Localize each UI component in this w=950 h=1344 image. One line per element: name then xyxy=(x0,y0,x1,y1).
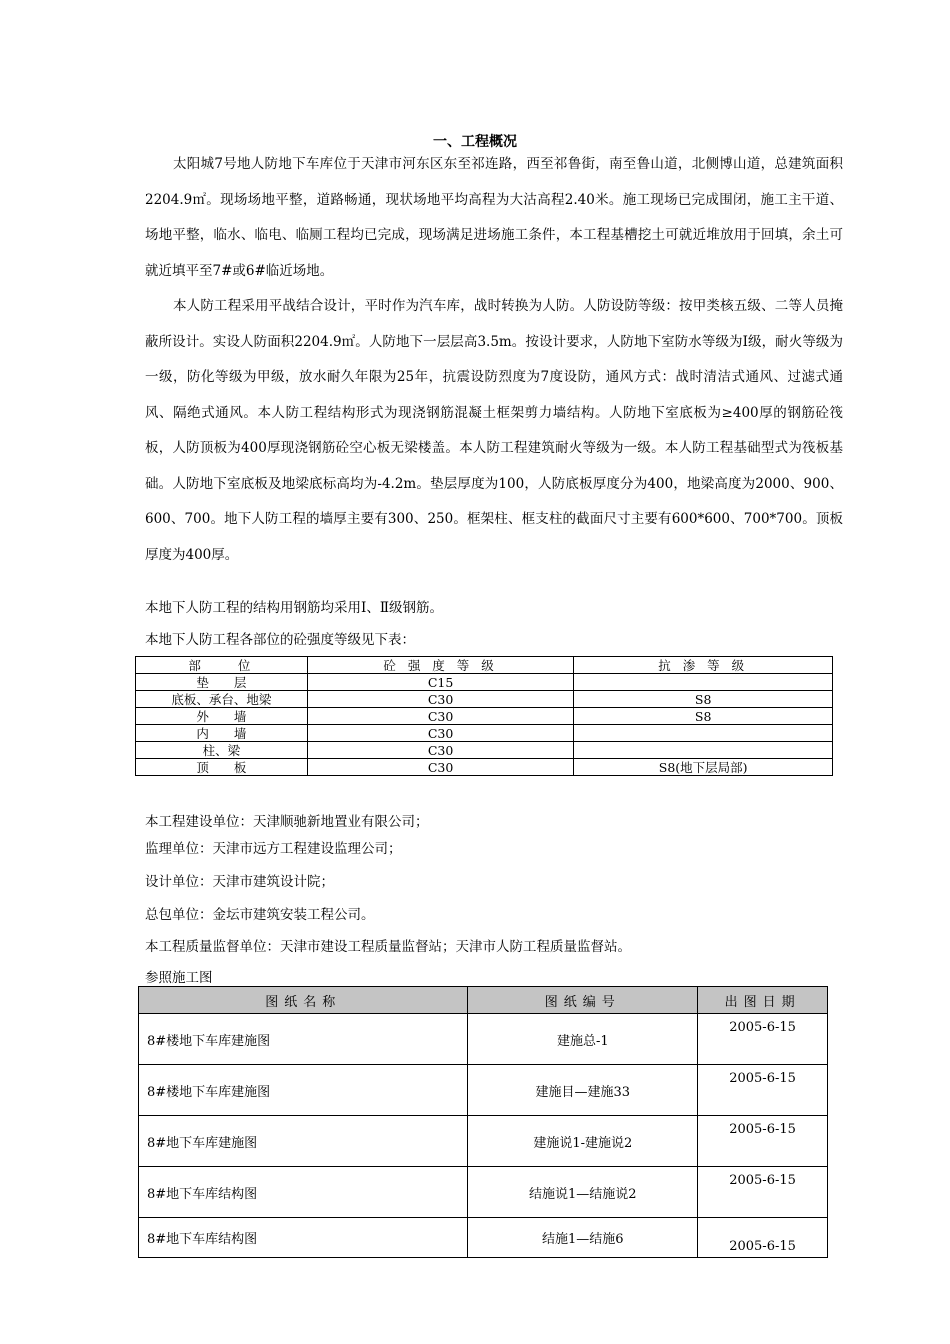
table-cell: 垫 层 xyxy=(136,674,308,691)
drawing-date: 2005-6-15 xyxy=(698,1218,828,1258)
table-cell xyxy=(574,674,833,691)
table-cell: S8 xyxy=(574,708,833,725)
drawing-number: 建施总-1 xyxy=(468,1014,698,1065)
supervisor-unit: 监理单位：天津市远方工程建设监理公司； xyxy=(145,841,402,857)
concrete-table-intro: 本地下人防工程各部位的砼强度等级见下表： xyxy=(145,632,415,648)
column-header: 部 位 xyxy=(136,657,308,674)
table-cell: 底板、承台、地梁 xyxy=(136,691,308,708)
section-title: 一、工程概况 xyxy=(433,134,517,150)
table-row xyxy=(139,1218,828,1258)
column-header: 抗 渗 等 级 xyxy=(574,657,833,674)
table-cell: C30 xyxy=(307,708,574,725)
drawing-number: 结施说1—结施说2 xyxy=(468,1167,698,1218)
table-header-row xyxy=(139,987,828,1014)
table-cell: S8 xyxy=(574,691,833,708)
table-cell: 柱、梁 xyxy=(136,742,308,759)
table-cell: C30 xyxy=(307,742,574,759)
drawing-name: 8#楼地下车库建施图 xyxy=(139,1065,468,1116)
drawing-date: 2005-6-15 xyxy=(698,1167,828,1218)
drawing-name: 8#地下车库建施图 xyxy=(139,1116,468,1167)
table-row xyxy=(136,725,833,742)
column-header: 砼 强 度 等 级 xyxy=(307,657,574,674)
paragraph-site-overview: 太阳城7号地人防地下车库位于天津市河东区东至祁连路，西至祁鲁街，南至鲁山道，北侧博山道，总建筑面积2204.9㎡。现场场地平整，道路畅通，现状场地平均高程为大沽高程2.40米。施工现场已完成围闭，施工主干道、场地平整，临水、临电、临厕工程均已完成，现场满足进场施工条件，本工程基槽挖土可就近堆放用于回填，余土可就近填平至7#或6#临近场地。 xyxy=(145,156,843,279)
table-cell: 外 墙 xyxy=(136,708,308,725)
table-row xyxy=(139,1065,828,1116)
table-row xyxy=(136,759,833,776)
table-row xyxy=(136,674,833,691)
paragraph-civil-defense-design: 本人防工程采用平战结合设计，平时作为汽车库，战时转换为人防。人防设防等级：按甲类核五级、二等人员掩蔽所设计。实设人防面积2204.9㎡。人防地下一层层高3.5m。按设计要求，人防地下室防水等级为Ⅰ级，耐火等级为一级，防化等级为甲级，放水耐久年限为25年，抗震设防烈度为7度设防，通风方式：战时清洁式通风、过滤式通风、隔绝式通风。本人防工程结构形式为现浇钢筋混凝土框架剪力墙结构。人防地下室底板为≥400厚的钢筋砼筏板，人防顶板为400厚现浇钢筋砼空心板无梁楼盖。本人防工程建筑耐火等级为一级。本人防工程基础型式为筏板基础。人防地下室底板及地梁底标高均为-4.2m。垫层厚度为100，人防底板厚度分为400，地梁高度为2000、900、600、700。地下人防工程的墙厚主要有300、250。框架柱、框支柱的截面尺寸主要有600*600、700*700。顶板厚度为400厚。 xyxy=(145,298,843,563)
designer-unit: 设计单位：天津市建筑设计院； xyxy=(145,874,334,890)
table-cell: C15 xyxy=(307,674,574,691)
column-header: 出图日期 xyxy=(698,987,828,1014)
table-cell xyxy=(574,725,833,742)
table-row xyxy=(139,1167,828,1218)
table-row xyxy=(136,708,833,725)
table-row xyxy=(136,742,833,759)
table-cell xyxy=(574,742,833,759)
drawing-name: 8#楼地下车库建施图 xyxy=(139,1014,468,1065)
reference-drawings-table xyxy=(138,986,828,1258)
drawing-name: 8#地下车库结构图 xyxy=(139,1167,468,1218)
drawing-number: 建施目—建施33 xyxy=(468,1065,698,1116)
table-header-row xyxy=(136,657,833,674)
drawings-title: 参照施工图 xyxy=(145,970,213,986)
table-cell: C30 xyxy=(307,759,574,776)
quality-supervision-unit: 本工程质量监督单位：天津市建设工程质量监督站；天津市人防工程质量监督站。 xyxy=(145,939,631,955)
drawing-date: 2005-6-15 xyxy=(698,1116,828,1167)
concrete-grade-table xyxy=(135,656,833,776)
drawing-date: 2005-6-15 xyxy=(698,1065,828,1116)
drawing-date: 2005-6-15 xyxy=(698,1014,828,1065)
column-header: 图纸编号 xyxy=(468,987,698,1014)
table-row xyxy=(139,1116,828,1167)
table-cell: 内 墙 xyxy=(136,725,308,742)
table-cell: C30 xyxy=(307,691,574,708)
table-row xyxy=(136,691,833,708)
table-row xyxy=(139,1014,828,1065)
owner-unit: 本工程建设单位：天津顺驰新地置业有限公司； xyxy=(145,814,429,830)
drawing-name: 8#地下车库结构图 xyxy=(139,1218,468,1258)
contractor-unit: 总包单位：金坛市建筑安装工程公司。 xyxy=(145,907,375,923)
rebar-statement: 本地下人防工程的结构用钢筋均采用Ⅰ、Ⅱ级钢筋。 xyxy=(145,600,444,616)
table-cell: 顶 板 xyxy=(136,759,308,776)
drawing-number: 建施说1-建施说2 xyxy=(468,1116,698,1167)
column-header: 图纸名称 xyxy=(139,987,468,1014)
table-cell: C30 xyxy=(307,725,574,742)
drawing-number: 结施1—结施6 xyxy=(468,1218,698,1258)
table-cell: S8(地下层局部) xyxy=(574,759,833,776)
